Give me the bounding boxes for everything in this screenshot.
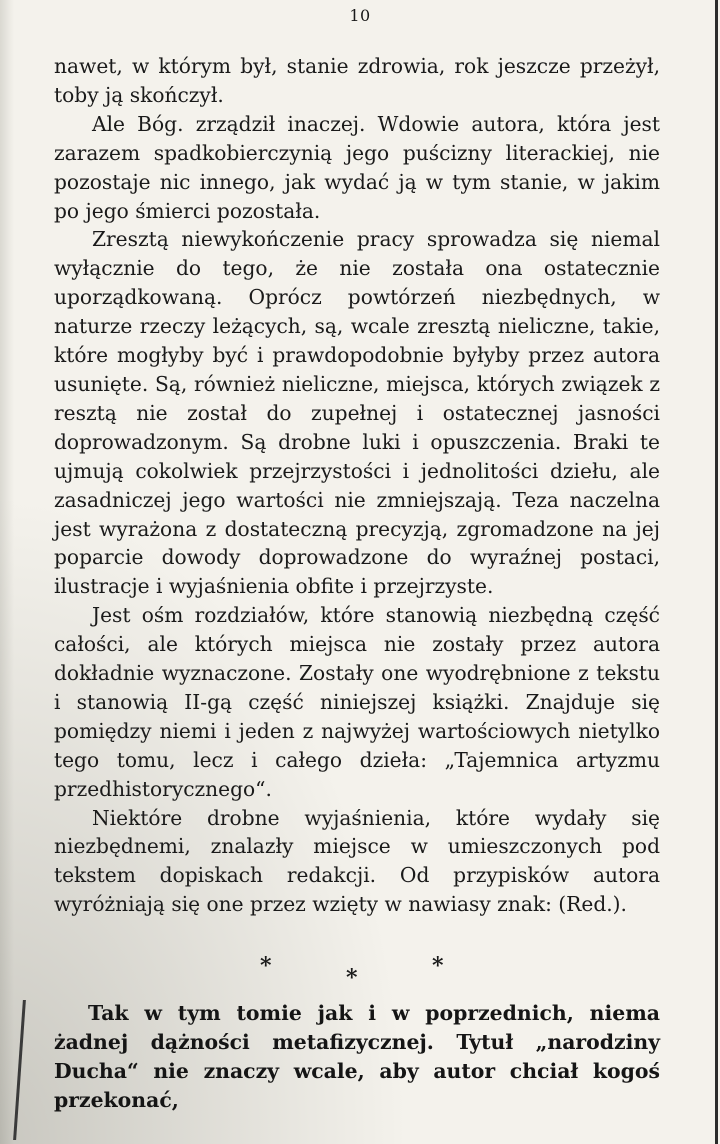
body-text-continued [54,999,660,1115]
body-text [54,52,660,919]
paragraph-continuation: nawet, w którym był, stanie zdrowia, rok jeszcze przeżył, toby ją skończył. [54,54,660,107]
paragraph: Jest ośm rozdziałów, które stanowią niezbędną część całości, ale których miejsca nie zostały przez autora dokładnie wyznaczone. Zostały one wyodrębnione z tekstu i stanowią II-gą część niniejszej książki. Znajduje się pomiędzy niemi i jeden z najwyżej wartościowych nietylko tego tomu, lecz i całego dzieła: „Tajemnica artyzmu przedhistorycznego“. [54,603,660,801]
paragraph: Zresztą niewykończenie pracy sprowadza się niemal wyłącznie do tego, że nie została ona ostatecznie uporządkowaną. Oprócz powtórzeń niezbędnych, w naturze rzeczy leżących, są, wcale zresztą nieliczne, takie, które mogłyby być i prawdopodobnie byłyby przez autora usunięte. Są, również nieliczne, miejsca, których związek z resztą nie został do zupełnej i ostatecznej jasności doprowadzonym. Są drobne luki i opuszczenia. Braki te ujmują cokolwiek przejrzystości i jednolitości dziełu, ale zasadniczej jego wartości nie zmniejszają. Teza naczelna jest wyrażona z dostateczną precyzją, zgromadzone na jej poparcie dowody doprowadzone do wyraźnej postaci, ilustracje i wyjaśnienia obfite i przejrzyste. [54,227,660,599]
paragraph: Niektóre drobne wyjaśnienia, które wydały się niezbędnemi, znalazły miejsce w umieszczonych pod tekstem dopiskach redakcji. Od przypisków autora wyróżniają się one przez wzięty w nawiasy znak: (Red.). [54,805,660,917]
page-number: 10 [349,6,371,25]
paragraph: Ale Bóg. zrządził inaczej. Wdowie autora, która jest zarazem spadkobierczynią jego puścizny literackiej, nie pozostaje nic innego, jak wydać ją w tym stanie, w jakim po jego śmierci pozostała. [54,111,660,223]
separator-star: * [346,965,358,991]
separator-star: * [432,953,444,979]
paragraph: Tak w tym tomie jak i w poprzednich, niema żadnej dążności metafizycznej. Tytuł „narodziny Ducha“ nie znaczy wcale, aby autor chciał kogoś przekonać, [54,1001,660,1112]
page-fold-mark [13,1000,26,1140]
separator-star: * [260,953,272,979]
section-separator [0,955,720,995]
